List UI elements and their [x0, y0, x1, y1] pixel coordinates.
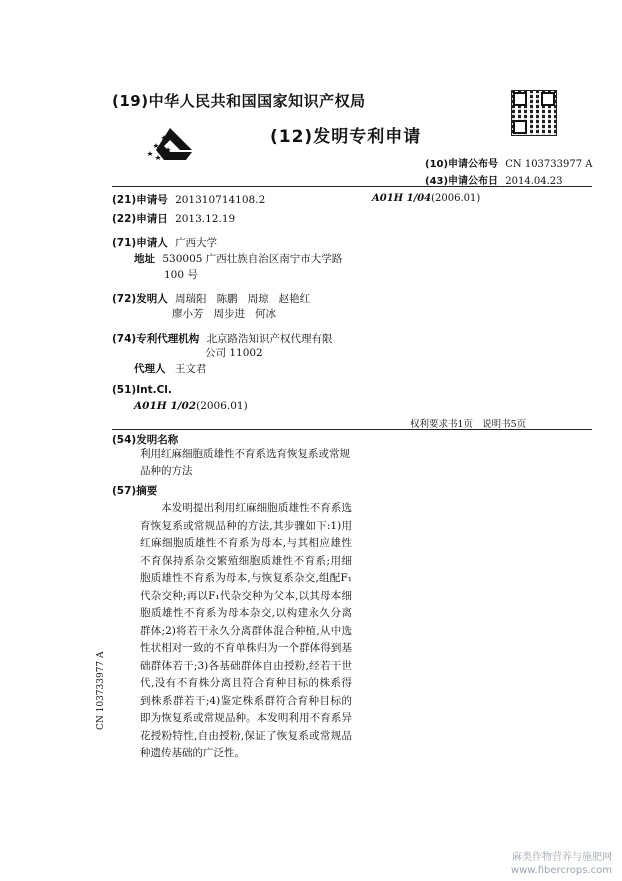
pub-date-label: (43)申请公布日 — [425, 176, 499, 187]
abstract-label: (57)摘要 — [112, 485, 158, 497]
application-date-row — [112, 212, 235, 226]
agent-row — [134, 362, 206, 376]
pub-date-value: 2014.04.23 — [505, 176, 563, 187]
agent-value: 王文君 — [174, 363, 207, 375]
applicant-label: (71)申请人 — [112, 237, 168, 249]
agent-label: 代理人 — [134, 363, 166, 375]
issuing-office: (19)中华人民共和国国家知识产权局 — [112, 92, 366, 110]
watermark — [511, 851, 612, 877]
document-type-title: (12)发明专利申请 — [270, 127, 422, 147]
app-no-label: (21)申请号 — [112, 194, 168, 206]
inventor-label: (72)发明人 — [112, 293, 168, 305]
address-line-2: 100 号 — [164, 269, 198, 281]
application-number-row — [112, 193, 265, 207]
agency-line-1: 北京路浩知识产权代理有限 — [206, 333, 333, 345]
agency-label: (74)专利代理机构 — [112, 333, 200, 345]
inventors-line-1: 周瑞阳 陈鹏 周琼 赵艳红 — [175, 293, 311, 305]
pub-no-value: CN 103733977 A — [505, 159, 593, 170]
pub-no-label: (10)申请公布号 — [425, 159, 499, 170]
sipo-logo-icon — [140, 120, 200, 165]
intcl-code: A01H 1/02 — [134, 400, 197, 412]
applicant-value: 广西大学 — [175, 237, 218, 249]
side-publication-number: CN 103733977 A — [96, 651, 106, 730]
ipc2-version: (2006.01) — [431, 193, 481, 204]
agency-row — [112, 332, 333, 346]
inventors-line-2: 廖小芳 周步进 何冰 — [172, 308, 277, 320]
app-date-label: (22)申请日 — [112, 213, 168, 225]
invention-title: 利用红麻细胞质雄性不育系选育恢复系或常规品种的方法 — [140, 448, 350, 477]
address-line-1: 530005 广西壮族自治区南宁市大学路 — [162, 253, 343, 265]
page-count-info: 权利要求书1页 说明书5页 — [410, 419, 527, 430]
intcl-label: (51)Int.Cl. — [112, 384, 172, 396]
inventor-row — [112, 292, 310, 306]
app-no-value: 201310714108.2 — [175, 194, 266, 206]
qr-code-icon — [511, 90, 557, 136]
biblio-rule — [112, 429, 592, 430]
watermark-line-2: www.fibercrops.com — [510, 865, 612, 876]
secondary-classification — [372, 193, 480, 204]
publication-number-row — [425, 155, 593, 170]
intcl-version: (2006.01) — [196, 400, 248, 412]
ipc2-code: A01H 1/04 — [372, 193, 432, 204]
address-label: 地址 — [134, 253, 155, 265]
intcl-classification — [134, 399, 248, 413]
publication-date-row — [425, 172, 563, 187]
watermark-line-1: 麻类作物营养与施肥网 — [512, 852, 612, 863]
address-row — [134, 252, 342, 266]
abstract-text: 本发明提出利用红麻细胞质雄性不育系选育恢复系或常规品种的方法,其步骤如下:1)用红麻细胞质雄性不育系为母本,与其相应雄性不育保持系杂交繁殖细胞质雄性不育系;用细胞质雄性不育系为母本,与恢复系杂交,组配F₁代杂交种;再以F₁代杂交种为父本,以其母本细胞质雄性不育系为母本杂交,以构建永久分离群体;2)将若干永久分离群体混合种植,从中选性状相对一致的不育单株归为一个群体得到基础群体若干;3)各基础群体自由授粉,经若干世代,没有不育株分离且符合育种目标的株系得到株系群若干;4)鉴定株系群符合育种目标的即为恢复系或常规品种。本发明利用不育系异花授粉特性,自由授粉,保证了恢复系或常规品种遗传基础的广泛性。 — [140, 502, 352, 759]
app-date-value: 2013.12.19 — [175, 213, 236, 225]
header-rule — [112, 186, 592, 187]
agency-line-2: 公司 11002 — [205, 347, 263, 359]
applicant-row — [112, 236, 217, 250]
invention-title-label: (54)发明名称 — [112, 434, 179, 446]
